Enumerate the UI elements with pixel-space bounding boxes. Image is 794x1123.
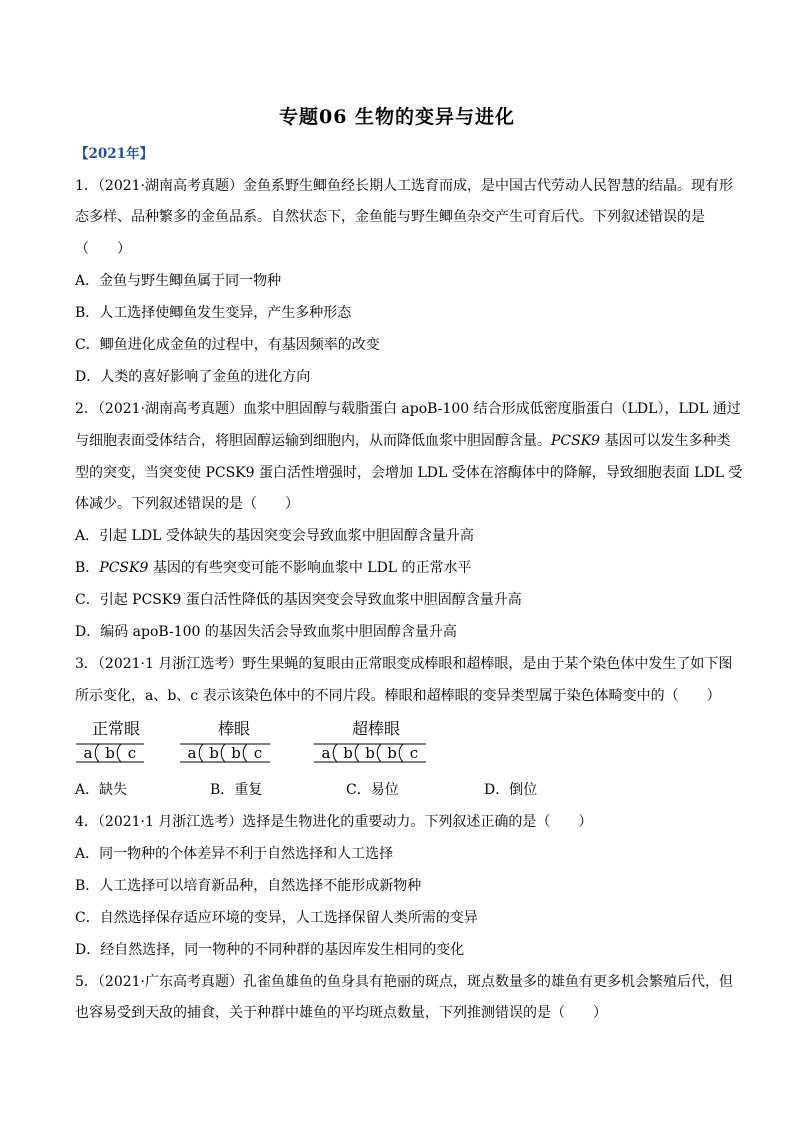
- q1-option-c: C．鲫鱼进化成金鱼的过程中，有基因频率的改变: [75, 337, 380, 353]
- segment-label-b: b: [231, 744, 241, 762]
- q2-line-4: 体减少。下列叙述错误的是（ ）: [75, 496, 299, 512]
- segment-label-c: c: [253, 744, 263, 762]
- q1-option-b: B．人工选择使鲫鱼发生变异，产生多种形态: [75, 305, 352, 321]
- q1-line-3: （ ）: [75, 241, 131, 257]
- segment-label-b: b: [365, 744, 375, 762]
- q2-line-2: [75, 431, 731, 451]
- q2-option-d: D．编码 apoB-100 的基因失活会导致血浆中胆固醇含量升高: [75, 624, 457, 640]
- q1-option-a: A．金鱼与野生鲫鱼属于同一物种: [75, 273, 282, 289]
- segment-label-b: b: [105, 744, 115, 762]
- q1-line-1: 1．（2021·湖南高考真题）金鱼系野生鲫鱼经长期人工选育而成，是中国古代劳动人民智慧的结晶。现有形: [75, 178, 733, 194]
- segment-divider: [221, 744, 225, 762]
- segment-divider: [333, 744, 337, 762]
- segment-divider: [355, 744, 359, 762]
- segment-label-c: c: [409, 744, 419, 762]
- bar-eye-label: 棒眼: [218, 719, 251, 738]
- q2-option-b-gene: PCSK9: [99, 560, 149, 576]
- q4-option-b: B．人工选择可以培育新品种，自然选择不能形成新物种: [75, 878, 422, 894]
- ultrabar-eye-chromosome: [314, 740, 436, 768]
- q2-option-b-prefix: B．: [75, 560, 100, 576]
- bar-eye-chromosome: [180, 740, 280, 768]
- q2-option-a: A．引起 LDL 受体缺失的基因突变会导致血浆中胆固醇含量升高: [75, 528, 474, 544]
- segment-label-a: a: [187, 744, 197, 762]
- segment-divider: [117, 744, 121, 762]
- segment-label-a: a: [83, 744, 93, 762]
- segment-divider: [399, 744, 403, 762]
- segment-label-b: b: [209, 744, 219, 762]
- q4-line-1: 4．（2021·1 月浙江选考）选择是生物进化的重要动力。下列叙述正确的是（ ）: [75, 814, 593, 830]
- q1-line-2: 态多样、品种繁多的金鱼品系。自然状态下，金鱼能与野生鲫鱼杂交产生可育后代。下列叙述错误的是: [75, 209, 705, 225]
- segment-divider: [243, 744, 247, 762]
- q3-option-c: C．易位: [346, 782, 399, 798]
- q2-option-b-text: 基因的有些突变可能不影响血浆中 LDL 的正常水平: [148, 560, 472, 576]
- segment-divider: [377, 744, 381, 762]
- q3-line-1: 3．（2021·1 月浙江选考）野生果蝇的复眼由正常眼变成棒眼和超棒眼，是由于某个染色体中发生了如下图: [75, 656, 733, 672]
- q4-option-a: A．同一物种的个体差异不利于自然选择和人工选择: [75, 846, 394, 862]
- normal-eye-label: 正常眼: [92, 719, 141, 738]
- ultrabar-eye-label: 超棒眼: [352, 719, 401, 738]
- q4-option-d: D．经自然选择，同一物种的不同种群的基因库发生相同的变化: [75, 942, 465, 958]
- q2-line-1: 2．（2021·湖南高考真题）血浆中胆固醇与载脂蛋白 apoB-100 结合形成低密度脂蛋白（LDL），LDL 通过: [75, 401, 741, 417]
- q2-option-c: C．引起 PCSK9 蛋白活性降低的基因突变会导致血浆中胆固醇含量升高: [75, 592, 522, 608]
- q5-line-1: 5．（2021·广东高考真题）孔雀鱼雄鱼的鱼身具有艳丽的斑点，斑点数量多的雄鱼有更多机会繁殖后代，但: [75, 974, 733, 990]
- q3-line-2: 所示变化，a、b、c 表示该染色体中的不同片段。棒眼和超棒眼的变异类型属于染色体畸变中的（ ）: [75, 688, 721, 704]
- q2-gene-name: PCSK9: [551, 433, 601, 449]
- q1-option-d: D．人类的喜好影响了金鱼的进化方向: [75, 369, 311, 385]
- segment-label-b: b: [387, 744, 397, 762]
- segment-label-a: a: [321, 744, 331, 762]
- q3-option-b: B．重复: [210, 782, 263, 798]
- q2-line-2-part-c: 基因可以发生多种类: [600, 433, 731, 449]
- segment-label-c: c: [127, 744, 137, 762]
- q3-option-d: D．倒位: [484, 782, 538, 798]
- q2-option-b: [75, 558, 725, 578]
- q2-line-2-part-a: 与细胞表面受体结合，将胆固醇运输到细胞内，从而降低血浆中胆固醇含量。: [75, 433, 551, 449]
- normal-eye-chromosome: [76, 740, 154, 768]
- section-heading: 【2021年】: [75, 146, 154, 162]
- segment-divider: [199, 744, 203, 762]
- segment-label-b: b: [343, 744, 353, 762]
- segment-divider: [95, 744, 99, 762]
- q2-line-3: 型的突变，当突变使 PCSK9 蛋白活性增强时，会增加 LDL 受体在溶酶体中的降解，导致细胞表面 LDL 受: [75, 465, 743, 481]
- q3-option-a: A．缺失: [75, 782, 128, 798]
- q5-line-2: 也容易受到天敌的捕食，关于种群中雄鱼的平均斑点数量，下列推测错误的是（ ）: [75, 1005, 607, 1021]
- page-title: 专题06 生物的变异与进化: [278, 106, 516, 128]
- q4-option-c: C．自然选择保存适应环境的变异，人工选择保留人类所需的变异: [75, 910, 478, 926]
